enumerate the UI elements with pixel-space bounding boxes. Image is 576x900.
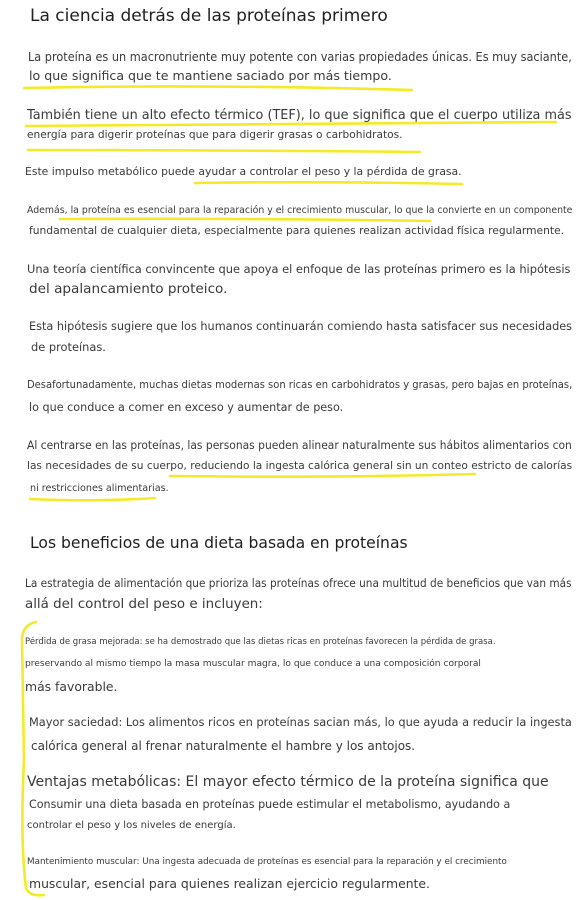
paragraph-line: Al centrarse en las proteínas, las personas pueden alinear naturalmente sus hábitos alimentarios con	[27, 439, 572, 452]
paragraph-line: fundamental de cualquier dieta, especialmente para quienes realizan actividad física regularmente.	[29, 224, 565, 237]
paragraph-line: Una teoría científica convincente que apoya el enfoque de las proteínas primero es la hipótesis	[27, 262, 571, 276]
list-item-line: muscular, esencial para quienes realizan ejercicio regularmente.	[29, 876, 430, 891]
paragraph-line: También tiene un alto efecto térmico (TEF), lo que significa que el cuerpo utiliza más	[27, 108, 572, 123]
list-item-line: preservando al mismo tiempo la masa muscular magra, lo que conduce a una composición corporal	[25, 659, 481, 669]
paragraph-line: La proteína es un macronutriente muy potente con varias propiedades únicas. Es muy saciante,	[28, 50, 572, 64]
underline-mark	[30, 498, 155, 500]
paragraph-line: Además, la proteína es esencial para la reparación y el crecimiento muscular, lo que la convierte en un componente	[27, 205, 573, 216]
list-item-line: Mayor saciedad: Los alimentos ricos en proteínas sacian más, lo que ayuda a reducir la ingesta	[29, 715, 572, 729]
list-item-line: Ventajas metabólicas: El mayor efecto térmico de la proteína significa que	[27, 774, 549, 790]
list-item-line: Consumir una dieta basada en proteínas puede estimular el metabolismo, ayudando a	[29, 798, 511, 811]
list-item-line: más favorable.	[25, 679, 118, 694]
list-item-line: controlar el peso y los niveles de energía.	[27, 820, 236, 831]
underline-mark	[195, 182, 462, 184]
list-item-line: calórica general al frenar naturalmente el hambre y los antojos.	[31, 739, 416, 753]
list-item-line: Mantenimiento muscular: Una ingesta adecuada de proteínas es esencial para la reparación y el crecimiento	[27, 857, 507, 867]
paragraph-line: allá del control del peso e incluyen:	[25, 597, 263, 612]
paragraph-line: ni restricciones alimentarias.	[30, 483, 169, 494]
paragraph-line: lo que conduce a comer en exceso y aumentar de peso.	[29, 401, 344, 414]
paragraph-line: las necesidades de su cuerpo, reduciendo la ingesta calórica general sin un conteo estricto de calorías	[27, 459, 573, 472]
paragraph-line: Esta hipótesis sugiere que los humanos continuarán comiendo hasta satisfacer sus necesidades	[29, 319, 573, 333]
paragraph-line: Desafortunadamente, muchas dietas modernas son ricas en carbohidratos y grasas, pero bajas en proteínas,	[27, 378, 573, 391]
paragraph-line: Este impulso metabólico puede ayudar a controlar el peso y la pérdida de grasa.	[25, 165, 462, 178]
paragraph-line: energía para digerir proteínas que para digerir grasas o carbohidratos.	[27, 129, 403, 141]
underline-mark	[28, 150, 420, 152]
paragraph-line: La estrategia de alimentación que prioriza las proteínas ofrece una multitud de beneficios que van más	[25, 576, 572, 590]
underline-mark	[60, 219, 430, 221]
paragraph-line: lo que significa que te mantiene saciado por más tiempo.	[29, 68, 392, 83]
list-item-line: Pérdida de grasa mejorada: se ha demostrado que las dietas ricas en proteínas favorecen la pérdida de grasa.	[25, 637, 496, 647]
paragraph-line: del apalancamiento proteico.	[29, 281, 228, 297]
section-heading: La ciencia detrás de las proteínas primero	[30, 6, 388, 26]
underline-mark	[24, 86, 412, 90]
paragraph-line: de proteínas.	[31, 340, 106, 354]
section-heading: Los beneficios de una dieta basada en proteínas	[30, 534, 408, 552]
underline-mark	[170, 474, 475, 477]
